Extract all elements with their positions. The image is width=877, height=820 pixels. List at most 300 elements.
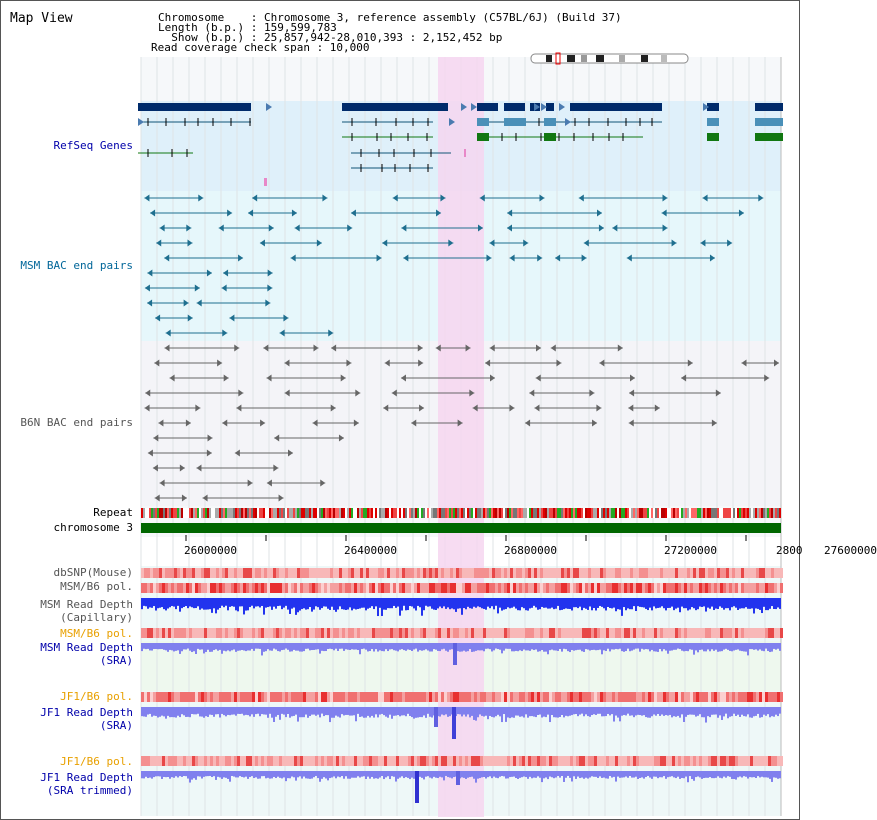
msm-depth-cap-bar [701,598,703,607]
jf1-pol-cell [642,692,645,702]
msm-depth-sra-bar [239,643,241,650]
track-label-msm-pol-sra[interactable]: MSM/B6 pol. [60,627,133,640]
jf1-trim-bar [535,771,537,778]
msm-depth-sra-bar [637,643,639,649]
jf1-trim-bar [495,771,497,778]
jf1-trim-bar [343,771,345,779]
jf1-trim-bar [595,771,597,777]
msm-pol-cell [300,583,303,593]
msm-depth-cap-bar [391,598,393,608]
jf1-trim-bar [625,771,627,777]
msm-depth-sra-bar [431,643,433,651]
msm-depth-sra-bar [303,643,305,651]
repeat-segment [169,508,171,518]
jf1-depth-bar [601,707,603,716]
msm-depth-cap-bar [219,598,221,608]
track-label-jf1-depth-sub: (SRA) [99,719,133,732]
repeat-segment [403,508,405,518]
msm-depth-cap-bar [661,598,663,606]
msm-depth-cap-bar [509,598,511,608]
msm-depth-sra-bar [315,643,317,650]
track-label-dbsnp[interactable]: dbSNP(Mouse) [53,566,133,579]
jf1-trim-bar [279,771,281,778]
msm-pol-sra-cell [720,628,723,638]
msm-pol-cell [291,583,294,593]
chromosome-bar [141,523,781,533]
dbsnp-cell [402,568,405,578]
jf1-trim-bar [487,771,489,777]
repeat-segment [629,508,631,518]
dbsnp-cell [675,568,678,578]
msm-depth-sra-bar [305,643,307,649]
jf1-trim-bar [301,771,303,779]
repeat-segment [537,508,539,518]
jf1-depth-bar [589,707,591,717]
jf1-depth-bar [247,707,249,715]
msm-depth-cap-bar [523,598,525,608]
jf1-pol-cell [186,692,189,702]
repeat-segment [621,508,623,518]
msm-depth-sra-bar [167,643,169,652]
repeat-segment [591,508,593,518]
jf1-trim-bar [687,771,689,782]
jf1-depth-bar [759,707,761,718]
jf1-trim-bar [373,771,375,779]
msm-pol-cell [222,583,225,593]
jf1-pol-cell [435,692,438,702]
jf1-pol-cell [354,692,357,702]
jf1-depth-bar [243,707,245,715]
dbsnp-cell [735,568,738,578]
jf1-trim-bar [271,771,273,778]
msm-depth-cap-bar [609,598,611,608]
jf1-pol-cell [774,692,777,702]
msm-pol-cell [381,583,384,593]
jf1-pol-cell [723,692,726,702]
msm-depth-sra-bar [457,643,459,651]
jf1-pol-trim-cell [384,756,387,766]
msm-depth-cap-bar [761,598,763,613]
msm-pol-cell [597,583,600,593]
jf1-trim-bar [537,771,539,776]
repeat-segment [267,508,269,518]
jf1-depth-bar [335,707,337,716]
msm-depth-cap-bar [653,598,655,606]
msm-pol-sra-cell [594,628,597,638]
jf1-pol-cell [492,692,495,702]
jf1-pol-trim-cell [366,756,369,766]
msm-pol-cell [348,583,351,593]
repeat-segment [613,508,615,518]
msm-depth-cap-bar [427,598,429,607]
msm-pol-sra-cell [504,628,507,638]
track-label-msm-depth-cap[interactable]: MSM Read Depth [40,598,133,611]
repeat-segment [163,508,165,518]
jf1-trim-bar [523,771,525,777]
repeat-segment [383,508,385,518]
jf1-trim-bar [589,771,591,777]
jf1-trim-bar [303,771,305,777]
msm-depth-sra-bar [469,643,471,649]
jf1-trim-bar [385,771,387,777]
jf1-trim-bar [629,771,631,776]
msm-pol-cell [255,583,258,593]
repeat-segment [757,508,759,518]
jf1-pol-cell [300,692,303,702]
msm-depth-sra-bar [605,643,607,651]
jf1-trim-bar [237,771,239,777]
jf1-pol-cell [321,692,324,702]
jf1-depth-bar [617,707,619,718]
track-label-b6n-bac[interactable]: B6N BAC end pairs [20,416,133,429]
repeat-segment [667,508,669,518]
jf1-pol-cell [729,692,732,702]
msm-pol-sra-cell [414,628,417,638]
jf1-depth-bar [677,707,679,716]
dbsnp-cell [549,568,552,578]
repeat-segment [611,508,613,518]
jf1-pol-cell [549,692,552,702]
msm-depth-sra-bar [491,643,493,651]
repeat-segment [429,508,431,518]
dbsnp-cell [414,568,417,578]
jf1-trim-bar [399,771,401,778]
dbsnp-cell [285,568,288,578]
msm-depth-cap-bar [645,598,647,609]
msm-pol-cell [534,583,537,593]
track-label-jf1-depth[interactable]: JF1 Read Depth [40,706,133,719]
jf1-trim-bar [377,771,379,779]
msm-pol-sra-cell [411,628,414,638]
msm-pol-sra-cell [777,628,780,638]
msm-depth-cap-bar [635,598,637,611]
jf1-pol-cell [228,692,231,702]
dbsnp-cell [294,568,297,578]
msm-depth-cap-bar [733,598,735,606]
msm-depth-sra-bar [721,643,723,651]
msm-depth-cap-bar [273,598,275,607]
jf1-depth-bar [581,707,583,714]
msm-depth-sra-bar [537,643,539,652]
jf1-trim-bar [263,771,265,776]
jf1-trim-bar [375,771,377,778]
msm-depth-sra-bar [515,643,517,651]
msm-depth-sra-bar [333,643,335,650]
msm-depth-cap-bar [553,598,555,609]
repeat-segment [447,508,449,518]
track-label-msm-depth-cap-sub: (Capillary) [60,611,133,624]
track-label-chromosome[interactable]: chromosome 3 [53,521,133,534]
track-label-jf1-trim[interactable]: JF1 Read Depth [40,771,133,784]
msm-depth-sra-bar [447,643,449,652]
jf1-pol-trim-cell [411,756,414,766]
msm-depth-sra-bar [191,643,193,652]
jf1-depth-bar [203,707,205,718]
refseq-gene-bar [138,103,251,111]
msm-depth-cap-bar [707,598,709,608]
msm-depth-cap-bar [665,598,667,610]
jf1-depth-bar [295,707,297,715]
dbsnp-cell [297,568,300,578]
msm-pol-cell [279,583,282,593]
msm-depth-cap-bar [251,598,253,606]
jf1-pol-cell [270,692,273,702]
msm-depth-sra-bar [329,643,331,649]
jf1-pol-trim-cell [345,756,348,766]
refseq-utr [755,118,783,126]
msm-pol-sra-cell [168,628,171,638]
jf1-depth-bar [381,707,383,714]
repeat-segment [627,508,629,518]
jf1-pol-cell [291,692,294,702]
jf1-trim-bar [707,771,709,778]
repeat-segment [229,508,231,518]
msm-pol-cell [477,583,480,593]
jf1-trim-bar [163,771,165,777]
dbsnp-cell [156,568,159,578]
jf1-pol-trim-cell [489,756,492,766]
msm-depth-sra-bar [421,643,423,651]
msm-pol-cell [159,583,162,593]
msm-pol-cell [192,583,195,593]
dbsnp-cell [165,568,168,578]
repeat-segment [619,508,621,518]
dbsnp-cell [348,568,351,578]
track-label-jf1-pol[interactable]: JF1/B6 pol. [60,690,133,703]
msm-pol-sra-cell [210,628,213,638]
dbsnp-cell [450,568,453,578]
msm-depth-cap-bar [775,598,777,609]
jf1-pol-trim-cell [531,756,534,766]
msm-depth-cap-bar [333,598,335,610]
msm-depth-sra-bar [679,643,681,649]
msm-depth-cap-bar [421,598,423,616]
jf1-depth-bar [327,707,329,715]
repeat-segment [737,508,739,518]
repeat-segment [211,508,213,518]
refseq-gene-bar [570,103,662,111]
jf1-depth-bar [441,707,443,715]
jf1-trim-bar [337,771,339,777]
repeat-segment [437,508,439,518]
msm-depth-cap-bar [217,598,219,610]
msm-depth-cap-bar [285,598,287,606]
dbsnp-cell [498,568,501,578]
msm-pol-sra-cell [360,628,363,638]
repeat-segment [673,508,675,518]
msm-pol-cell [756,583,759,593]
dbsnp-cell [729,568,732,578]
msm-pol-cell [552,583,555,593]
repeat-segment [509,508,511,518]
jf1-depth-bar [691,707,693,715]
jf1-trim-bar [305,771,307,778]
msm-depth-sra-bar [729,643,731,651]
jf1-depth-bar [541,707,543,717]
dbsnp-cell [147,568,150,578]
jf1-pol-trim-cell [600,756,603,766]
jf1-depth-bar [329,707,331,722]
msm-pol-sra-cell [654,628,657,638]
msm-pol-sra-cell [492,628,495,638]
jf1-depth-bar [565,707,567,716]
repeat-segment [665,508,667,518]
msm-depth-cap-bar [293,598,295,608]
msm-depth-cap-bar [301,598,303,609]
dbsnp-cell [708,568,711,578]
jf1-pol-cell [168,692,171,702]
msm-depth-cap-bar [439,598,441,607]
repeat-segment [201,508,203,518]
jf1-pol-cell [639,692,642,702]
repeat-segment [397,508,399,518]
jf1-pol-cell [345,692,348,702]
jf1-pol-cell [162,692,165,702]
jf1-trim-bar [591,771,593,776]
jf1-depth-bar [715,707,717,714]
jf1-depth-bar [267,707,269,718]
jf1-depth-bar [407,707,409,714]
jf1-pol-trim-cell [318,756,321,766]
jf1-trim-bar [339,771,341,777]
dbsnp-cell [381,568,384,578]
track-label-msm-depth-sra[interactable]: MSM Read Depth [40,641,133,654]
msm-depth-cap-bar [579,598,581,607]
jf1-depth-bar [351,707,353,716]
jf1-pol-trim-cell [768,756,771,766]
track-label-repeat[interactable]: Repeat [93,506,133,519]
jf1-pol-trim-cell [504,756,507,766]
dbsnp-cell [576,568,579,578]
jf1-trim-bar [321,771,323,779]
msm-depth-cap-bar [753,598,755,613]
jf1-pol-trim-cell [528,756,531,766]
jf1-depth-bar [149,707,151,714]
msm-depth-cap-bar [215,598,217,613]
jf1-pol-cell [471,692,474,702]
track-label-msm-pol[interactable]: MSM/B6 pol. [60,580,133,593]
msm-depth-sra-bar [321,643,323,651]
repeat-segment [653,508,655,518]
jf1-pol-trim-cell [195,756,198,766]
msm-pol-cell [342,583,345,593]
refseq-gene-bar [477,103,498,111]
repeat-segment [749,508,751,518]
msm-depth-cap-bar [397,598,399,607]
jf1-pol-trim-cell [222,756,225,766]
msm-pol-sra-cell [498,628,501,638]
repeat-segment [339,508,341,518]
jf1-pol-cell [288,692,291,702]
msm-pol-cell [696,583,699,593]
repeat-segment [593,508,595,518]
track-label-jf1-pol-trim[interactable]: JF1/B6 pol. [60,755,133,768]
msm-pol-cell [675,583,678,593]
msm-depth-sra-bar [159,643,161,649]
jf1-trim-bar [333,771,335,776]
msm-depth-cap-bar [699,598,701,607]
jf1-depth-bar [397,707,399,715]
repeat-segment [547,508,549,518]
msm-depth-sra-bar [235,643,237,652]
jf1-pol-cell [681,692,684,702]
jf1-pol-trim-cell [498,756,501,766]
msm-depth-cap-bar [319,598,321,610]
jf1-trim-bar [153,771,155,777]
repeat-segment [709,508,711,518]
jf1-depth-bar [449,707,451,716]
msm-depth-cap-bar [269,598,271,606]
repeat-segment [347,508,349,518]
jf1-pol-cell [651,692,654,702]
msm-depth-sra-bar [737,643,739,649]
jf1-pol-trim-cell [402,756,405,766]
dbsnp-cell [447,568,450,578]
jf1-pol-trim-cell [258,756,261,766]
msm-pol-cell [603,583,606,593]
msm-pol-sra-cell [450,628,453,638]
dbsnp-cell [225,568,228,578]
msm-depth-sra-bar [417,643,419,652]
jf1-depth-bar [475,707,477,721]
jf1-trim-bar [235,771,237,777]
jf1-pol-cell [174,692,177,702]
dbsnp-cell [384,568,387,578]
jf1-pol-trim-cell [216,756,219,766]
msm-depth-cap-bar [703,598,705,606]
repeat-segment [365,508,367,518]
msm-depth-sra-bar [233,643,235,649]
jf1-depth-bar [425,707,427,718]
msm-pol-cell [735,583,738,593]
msm-depth-sra-bar [347,643,349,650]
track-label-msm-bac[interactable]: MSM BAC end pairs [20,259,133,272]
msm-depth-sra-bar [419,643,421,650]
msm-depth-sra-bar [561,643,563,652]
msm-pol-cell [570,583,573,593]
msm-pol-sra-cell [624,628,627,638]
dbsnp-cell [375,568,378,578]
dbsnp-cell [354,568,357,578]
jf1-pol-trim-cell [648,756,651,766]
jf1-depth-bar [629,707,631,716]
dbsnp-cell [480,568,483,578]
jf1-depth-bar [353,707,355,715]
repeat-segment [317,508,319,518]
msm-depth-cap-bar [545,598,547,608]
msm-depth-sra-bar [745,643,747,652]
jf1-trim-bar [151,771,153,779]
refseq-utr [707,118,719,126]
msm-depth-cap-bar [497,598,499,613]
msm-pol-cell [507,583,510,593]
msm-depth-cap-bar [513,598,515,607]
msm-depth-sra-bar [439,643,441,651]
jf1-trim-bar [437,771,439,778]
msm-pol-sra-cell [285,628,288,638]
jf1-trim-bar [431,771,433,778]
msm-pol-sra-cell [540,628,543,638]
jf1-depth-bar [779,707,781,714]
dbsnp-cell [705,568,708,578]
length-info: Length (b.p.) : 159,599,783 [158,21,337,34]
jf1-trim-bar [741,771,743,777]
track-label-refseq[interactable]: RefSeq Genes [53,139,133,152]
msm-depth-sra-bar [569,643,571,652]
jf1-pol-cell [753,692,756,702]
repeat-segment [643,508,645,518]
msm-pol-cell [651,583,654,593]
